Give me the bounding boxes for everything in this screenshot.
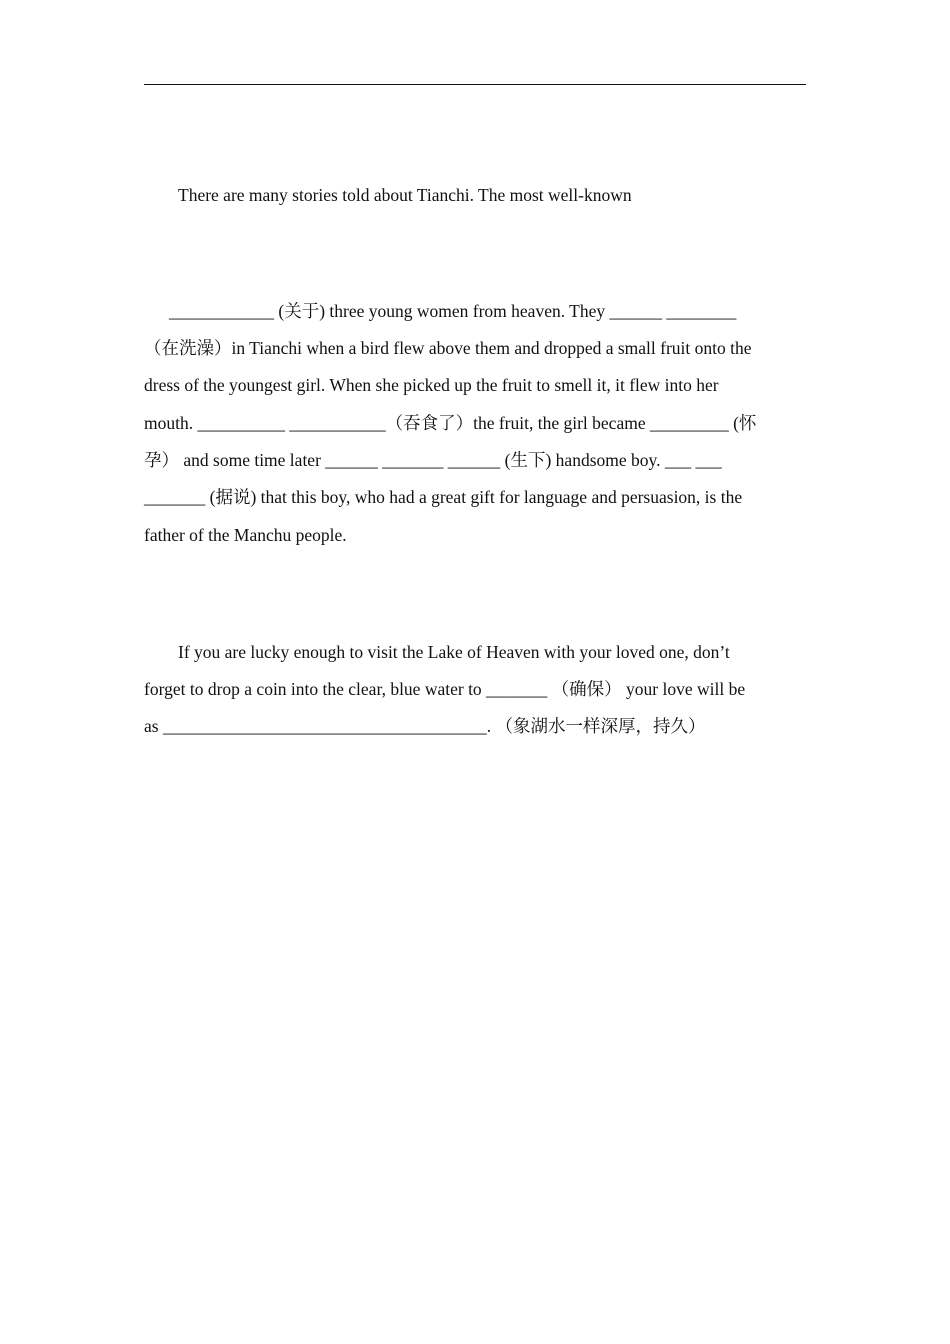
paragraph-3-line: If you are lucky enough to visit the Lake of Heaven with your loved one, don’t <box>178 642 730 662</box>
paragraph-2-line: father of the Manchu people. <box>144 525 347 545</box>
paragraph-3-line: forget to drop a coin into the clear, blue water to _______ （确保） your love will be <box>144 679 746 699</box>
paragraph-2-line: dress of the youngest girl. When she picked up the fruit to smell it, it flew into her <box>144 375 719 395</box>
paragraph-2-line: mouth. __________ ___________（吞食了）the fruit, the girl became _________ (怀 <box>144 413 757 433</box>
paragraph-2-line: _______ (据说) that this boy, who had a great gift for language and persuasion, is the <box>144 487 743 507</box>
paragraph-2-line: （在洗澡）in Tianchi when a bird flew above them and dropped a small fruit onto the <box>144 338 752 358</box>
paragraph-1-line: There are many stories told about Tianchi. The most well-known <box>178 185 632 205</box>
paragraph-2-line: ____________ (关于) three young women from heaven. They ______ ________ <box>169 301 737 321</box>
paragraph-2-line: 孕） and some time later ______ _______ ______ (生下) handsome boy. ___ ___ <box>144 450 722 470</box>
paragraph-3-line: as _____________________________________. （象湖水一样深厚，持久） <box>144 716 706 736</box>
header-rule <box>144 84 806 85</box>
